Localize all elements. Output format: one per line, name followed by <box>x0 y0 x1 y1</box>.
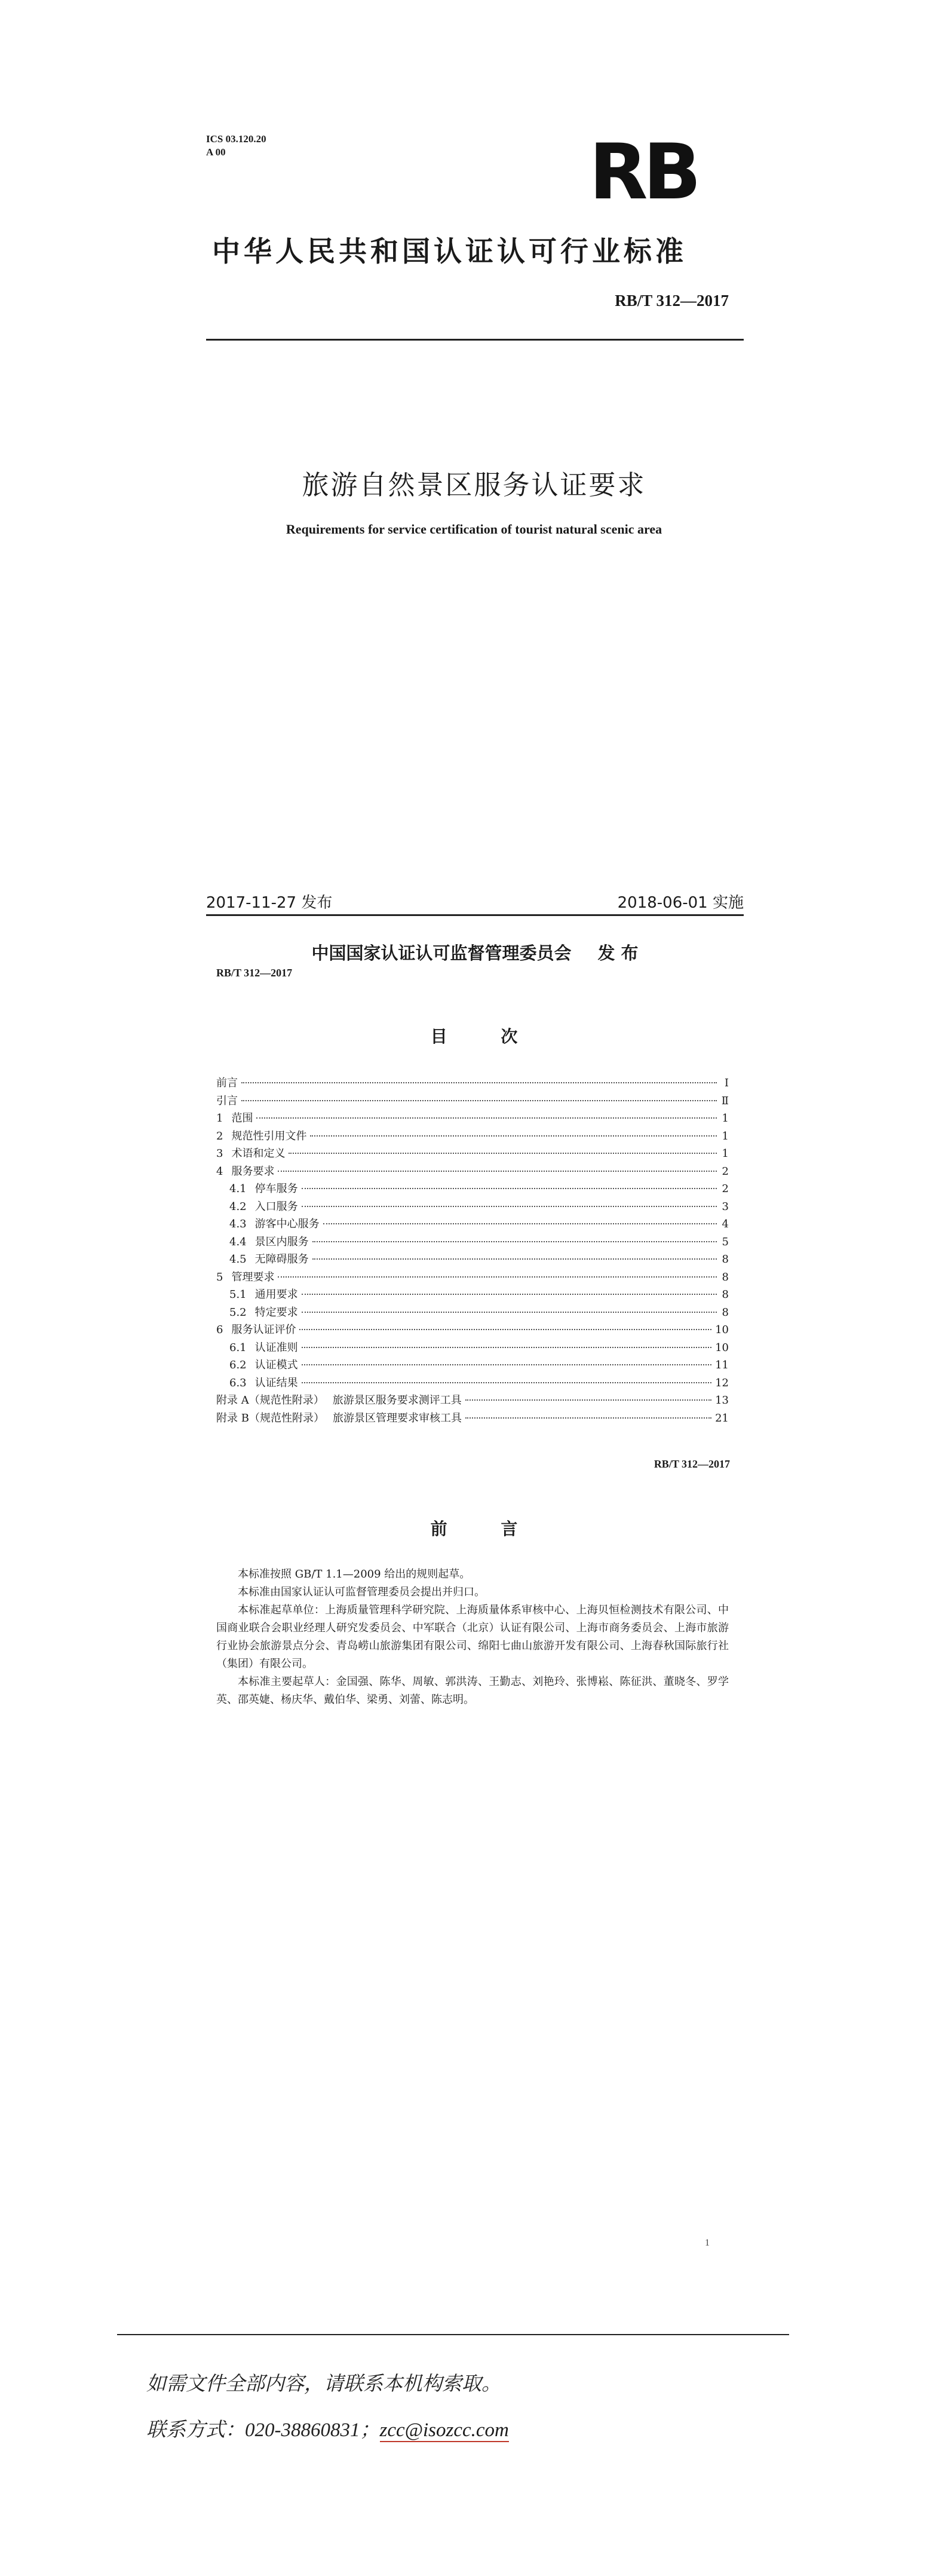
toc-entry-page: 8 <box>722 1270 729 1284</box>
foreword-paragraph: 本标准由国家认证认可监督管理委员会提出并归口。 <box>238 1586 485 1598</box>
toc-entry-number: 附录 B（规范性附录） <box>216 1411 324 1425</box>
toc-entry-number: 1 <box>216 1112 223 1125</box>
toc-entry-number: 附录 A（规范性附录） <box>216 1394 324 1407</box>
toc-entry-label: 服务要求 <box>231 1165 275 1178</box>
toc-entry[interactable] <box>216 1392 729 1410</box>
toc-entry[interactable] <box>216 1269 729 1287</box>
issue-date: 2017-11-27 发布 <box>206 894 333 912</box>
toc-entry-label: 无障碍服务 <box>254 1253 309 1266</box>
toc-entry[interactable] <box>216 1163 729 1181</box>
toc-entry[interactable] <box>216 1110 729 1128</box>
toc-entry-page: 13 <box>715 1394 729 1407</box>
toc-entry-page: 1 <box>722 1112 729 1125</box>
toc-leader-dots <box>302 1382 711 1383</box>
toc-entry-number: 6.1 <box>229 1341 247 1354</box>
toc-entry-page: 12 <box>715 1376 729 1389</box>
toc-leader-dots <box>302 1364 711 1365</box>
toc-entry-label: 旅游景区服务要求测评工具 <box>332 1394 462 1407</box>
toc-entry-label: 范围 <box>231 1112 253 1125</box>
foreword-paragraph: 本标准主要起草人：金国强、陈华、周敏、郭洪涛、王勤志、刘艳玲、张博崧、陈征洪、董晓冬、罗学英、邵英婕、杨庆华、戴伯华、梁勇、刘蕾、陈志明。 <box>216 1676 729 1706</box>
toc-entry[interactable] <box>216 1092 729 1110</box>
toc-entry-label: 规范性引用文件 <box>231 1129 307 1142</box>
toc-entry-number: 5.2 <box>229 1306 247 1319</box>
toc-entry-label: 通用要求 <box>254 1288 298 1301</box>
toc-entry-page: 1 <box>722 1129 729 1142</box>
toc-leader-dots <box>278 1171 717 1172</box>
issuer-name: 中国国家认证认可监督管理委员会 <box>311 943 572 963</box>
toc-leader-dots <box>289 1153 717 1154</box>
toc-leader-dots <box>302 1206 717 1207</box>
toc-entry-label: 旅游景区管理要求审核工具 <box>332 1411 462 1425</box>
document-title: 旅游自然景区服务认证要求 <box>302 469 646 501</box>
ccs-code: A 00 <box>206 146 226 158</box>
toc-leader-dots <box>323 1223 717 1224</box>
toc-leader-dots <box>302 1312 717 1313</box>
toc-title: 目 次 <box>430 1027 542 1046</box>
toc-entry[interactable] <box>216 1251 729 1269</box>
toc-leader-dots <box>465 1399 711 1401</box>
footer-divider <box>117 2334 789 2335</box>
toc-entry-number: 4.4 <box>229 1235 247 1248</box>
toc-entry[interactable] <box>216 1286 729 1304</box>
toc-entry-page: 8 <box>722 1306 729 1319</box>
ics-code-block <box>206 133 266 159</box>
toc-entry[interactable] <box>216 1198 729 1216</box>
toc-entry-number: 4.5 <box>229 1253 247 1266</box>
toc-entry-page: 8 <box>722 1253 729 1266</box>
toc-leader-dots <box>312 1258 717 1260</box>
toc-entry[interactable] <box>216 1180 729 1198</box>
toc-leader-dots <box>465 1417 711 1419</box>
toc-entry[interactable] <box>216 1304 729 1322</box>
toc-entry-number: 2 <box>216 1129 223 1142</box>
toc-entry-label: 管理要求 <box>231 1270 275 1284</box>
toc-leader-dots <box>256 1117 717 1119</box>
toc-entry-label: 前言 <box>216 1077 238 1089</box>
toc-entry-page: 3 <box>722 1200 729 1213</box>
rb-logo <box>575 136 711 208</box>
toc-entry-number: 6 <box>216 1324 223 1336</box>
toc-entry-page: 21 <box>715 1411 729 1425</box>
toc-leader-dots <box>310 1135 717 1137</box>
document-title-english: Requirements for service certification of tourist natural scenic area <box>286 522 662 537</box>
toc-entry-number: 5.1 <box>229 1288 247 1301</box>
toc-entry-label: 认证准则 <box>254 1341 298 1354</box>
toc-entry-label: 停车服务 <box>254 1183 298 1195</box>
foreword-body <box>216 1566 729 1709</box>
page-number: 1 <box>705 2238 710 2248</box>
toc-entry-page: 10 <box>715 1341 729 1354</box>
toc-entry-label: 服务认证评价 <box>231 1324 296 1336</box>
cover-top-divider <box>206 339 744 341</box>
toc-entry-number: 3 <box>216 1147 223 1160</box>
toc-entry-page: 11 <box>715 1359 729 1371</box>
toc-entry-label: 认证模式 <box>254 1359 298 1371</box>
toc-entry[interactable] <box>216 1339 729 1357</box>
toc-entry-number: 4.3 <box>229 1218 247 1230</box>
toc-entry[interactable] <box>216 1356 729 1374</box>
contact-notice: 如需文件全部内容，请联系本机构索取。 <box>146 2373 501 2395</box>
toc-entry-label: 引言 <box>216 1094 238 1107</box>
toc-entry-number: 6.3 <box>229 1376 247 1389</box>
standard-class-title: 中华人民共和国认证认可行业标准 <box>212 235 687 268</box>
toc-entry-page: 5 <box>722 1235 729 1248</box>
toc-entry-label: 术语和定义 <box>231 1147 286 1160</box>
toc-entry-page: 10 <box>715 1324 729 1336</box>
toc-leader-dots <box>302 1347 711 1348</box>
toc-entry-number: 5 <box>216 1270 223 1284</box>
standard-number: RB/T 312—2017 <box>615 292 729 310</box>
toc-leader-dots <box>241 1082 717 1083</box>
toc-leader-dots <box>302 1294 717 1295</box>
svg-text:RB: RB <box>588 136 697 208</box>
toc-leader-dots <box>312 1241 717 1242</box>
toc-entry[interactable] <box>216 1233 729 1251</box>
ics-code: ICS 03.120.20 <box>206 133 266 145</box>
toc-entry[interactable] <box>216 1374 729 1392</box>
toc-entry[interactable] <box>216 1215 729 1233</box>
toc-leader-dots <box>302 1188 717 1189</box>
foreword-page-header: RB/T 312—2017 <box>654 1458 730 1470</box>
toc-leader-dots <box>278 1276 717 1278</box>
cover-bottom-divider <box>206 914 744 916</box>
toc-entry-number: 6.2 <box>229 1359 247 1371</box>
issuing-authority <box>206 940 744 964</box>
implementation-date: 2018-06-01 实施 <box>617 894 744 912</box>
toc-leader-dots <box>299 1329 711 1330</box>
contact-phone: 联系方式：020-38860831； <box>146 2419 380 2441</box>
toc-entry-label: 入口服务 <box>254 1200 298 1213</box>
toc-entry-number: 4 <box>216 1165 223 1178</box>
toc-entry-page: 1 <box>722 1147 729 1160</box>
toc-entry-label: 认证结果 <box>254 1376 298 1389</box>
toc-entry-number: 4.1 <box>229 1183 247 1195</box>
toc-entry-number: 4.2 <box>229 1200 247 1213</box>
foreword-paragraph: 本标准起草单位：上海质量管理科学研究院、上海质量体系审核中心、上海贝恒检测技术有限公司、中国商业联合会职业经理人研究发委员会、中军联合（北京）认证有限公司、上海市商务委员会、上海市旅游行业协会旅游景点分会、青岛崂山旅游集团有限公司、绵阳七曲山旅游开发有限公司、上海春秋国际旅行社（集团）有限公司。 <box>216 1604 729 1670</box>
toc-entry-label: 游客中心服务 <box>254 1218 320 1230</box>
foreword-paragraph: 本标准按照 GB/T 1.1—2009 给出的规则起草。 <box>238 1568 471 1580</box>
contact-info <box>146 2414 509 2442</box>
foreword-title: 前 言 <box>430 1519 542 1539</box>
toc-entry-page: 4 <box>722 1218 729 1230</box>
toc-leader-dots <box>241 1100 717 1101</box>
toc-entry-page: Ⅱ <box>721 1094 729 1107</box>
toc-entry-page: Ⅰ <box>724 1077 729 1089</box>
toc-entry-label: 景区内服务 <box>254 1235 309 1248</box>
toc-entry[interactable] <box>216 1074 729 1092</box>
toc-entry-page: 2 <box>722 1183 729 1195</box>
toc-entry[interactable] <box>216 1410 729 1428</box>
toc-entry[interactable] <box>216 1321 729 1339</box>
toc-entry[interactable] <box>216 1128 729 1145</box>
table-of-contents <box>216 1074 729 1427</box>
issuer-action: 发 布 <box>597 943 639 963</box>
toc-entry-page: 8 <box>722 1288 729 1301</box>
toc-entry[interactable] <box>216 1145 729 1163</box>
contact-email-link[interactable]: zcc@isozcc.com <box>379 2419 509 2441</box>
toc-page-header: RB/T 312—2017 <box>216 967 293 979</box>
toc-entry-label: 特定要求 <box>254 1306 298 1319</box>
toc-entry-page: 2 <box>722 1165 729 1178</box>
